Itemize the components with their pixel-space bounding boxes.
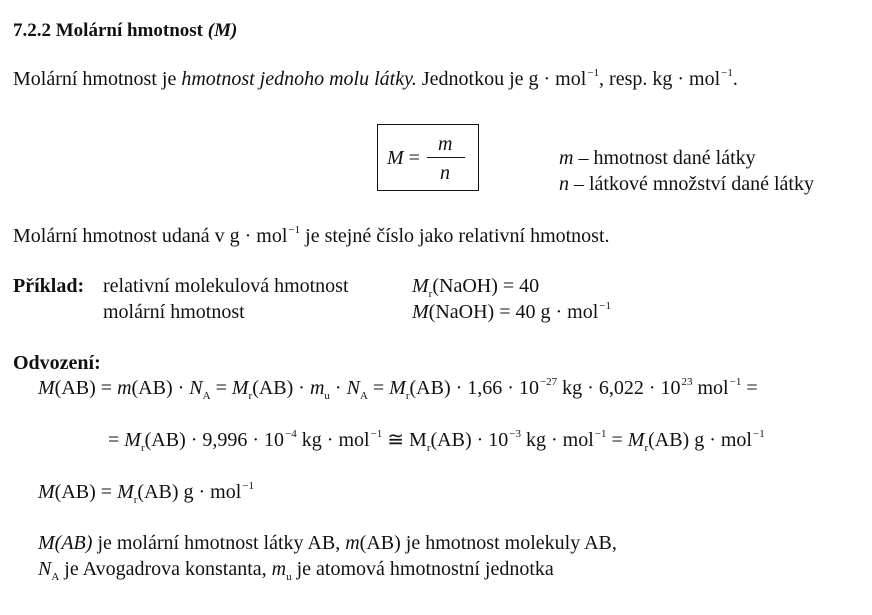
legend-text: – látkové množství dané látky: [569, 173, 814, 195]
text: kg · mol: [520, 429, 594, 451]
subscript: r: [405, 390, 410, 402]
subscript: r: [248, 390, 253, 402]
subscript: r: [133, 494, 138, 506]
text: je molární hmotnost látky AB,: [92, 532, 346, 554]
exponent: −1: [721, 67, 733, 79]
subscript: r: [140, 442, 145, 454]
text: je atomová hmotnostní jednotka: [291, 558, 554, 580]
exponent: −1: [599, 300, 611, 312]
text: (AB) · 9,996 · 10: [144, 429, 285, 451]
subscript: u: [286, 571, 292, 583]
text: =: [741, 377, 758, 399]
section-title: 7.2.2 Molární hmotnost: [13, 20, 203, 41]
text: =: [606, 429, 628, 451]
symbol: M: [412, 275, 429, 297]
exponent: −1: [594, 428, 607, 440]
section-heading: [13, 21, 237, 40]
derivation-line-2: [108, 428, 765, 454]
exponent: −1: [288, 224, 301, 236]
text: (AB) · 1,66 · 10: [409, 377, 539, 399]
exponent: −4: [285, 428, 297, 440]
text: Molární hmotnost udaná v g · mol: [13, 225, 288, 247]
exponent: −3: [509, 428, 521, 440]
symbol: (AB): [54, 532, 93, 554]
subscript: r: [426, 442, 431, 454]
text: =: [108, 429, 125, 451]
symbol: M: [627, 429, 645, 451]
subscript: A: [359, 390, 368, 402]
note-line-2: [38, 558, 554, 583]
text: ≅ M: [382, 429, 427, 451]
derivation-line-3: [38, 480, 255, 506]
example-label: Příklad:: [13, 275, 85, 297]
text: (AB) · 10: [430, 429, 509, 451]
definition-paragraph: [13, 69, 738, 89]
symbol: M: [38, 532, 55, 554]
text: (NaOH) = 40: [432, 275, 540, 297]
symbol: N: [38, 558, 52, 580]
symbol: N: [346, 377, 360, 399]
symbol: M: [38, 481, 55, 503]
exponent: 23: [681, 376, 693, 388]
text: , resp. kg · mol: [599, 68, 721, 90]
symbol: M: [117, 481, 134, 503]
text: (NaOH) = 40 g · mol: [428, 301, 599, 323]
text: (AB) je hmotnost molekuly AB,: [359, 532, 617, 554]
text: Molární hmotnost je: [13, 68, 182, 90]
exponent: −1: [242, 480, 255, 492]
derivation-label: Odvození:: [13, 352, 101, 374]
text: (AB) ·: [252, 377, 310, 399]
legend-text: – hmotnost dané látky: [573, 147, 756, 169]
text: ·: [329, 377, 347, 399]
symbol: M: [412, 301, 429, 323]
exponent: −1: [729, 376, 742, 388]
symbol: m: [117, 377, 132, 399]
text: =: [210, 377, 232, 399]
symbol: N: [189, 377, 203, 399]
exponent: −27: [539, 376, 558, 388]
symbol: m: [271, 558, 287, 580]
text: (AB) g · mol: [648, 429, 752, 451]
equals-sign: =: [403, 147, 420, 169]
text: kg · mol: [296, 429, 370, 451]
symbol: M: [38, 377, 55, 399]
text: (AB) =: [54, 377, 118, 399]
subscript: u: [324, 390, 330, 402]
definition-text: hmotnost jednoho molu látky.: [181, 68, 417, 90]
fraction-bar: [427, 157, 465, 158]
subscript: A: [202, 390, 211, 402]
derivation-line-1: [38, 376, 758, 402]
subscript: A: [51, 571, 60, 583]
legend-symbol: n: [559, 173, 569, 195]
formula-lhs: [387, 148, 420, 168]
symbol: M: [389, 377, 406, 399]
same-number-paragraph: [13, 226, 610, 246]
section-symbol: (M): [207, 20, 238, 41]
exponent: −1: [370, 428, 383, 440]
subscript: r: [428, 288, 433, 300]
example-row2-name: molární hmotnost: [103, 301, 245, 323]
formula-symbol: M: [387, 147, 404, 169]
symbol: M: [124, 429, 141, 451]
legend-symbol: m: [559, 147, 574, 169]
legend-m: [559, 148, 756, 168]
text: je stejné číslo jako relativní hmotnost.: [300, 225, 610, 247]
text: mol: [692, 377, 729, 399]
example-row1-value: [412, 275, 540, 300]
text: .: [732, 68, 738, 90]
text: je Avogadrova konstanta,: [59, 558, 272, 580]
text: Jednotkou je g · mol: [416, 68, 587, 90]
exponent: −1: [753, 428, 765, 440]
text: =: [367, 377, 390, 399]
note-line-1: [38, 533, 617, 553]
text: (AB) ·: [131, 377, 190, 399]
text: kg · 6,022 · 10: [557, 377, 681, 399]
example-row1-name: relativní molekulová hmotnost: [103, 275, 349, 297]
exponent: −1: [587, 67, 600, 79]
subscript: r: [644, 442, 649, 454]
symbol: m: [309, 377, 325, 399]
text: (AB) g · mol: [137, 481, 242, 503]
symbol: M: [231, 377, 249, 399]
legend-n: [559, 174, 814, 194]
text: (AB) =: [54, 481, 118, 503]
example-row2-value: [412, 302, 611, 322]
formula-numerator: m: [438, 133, 453, 155]
formula-denominator: n: [440, 162, 450, 184]
symbol: m: [345, 532, 360, 554]
